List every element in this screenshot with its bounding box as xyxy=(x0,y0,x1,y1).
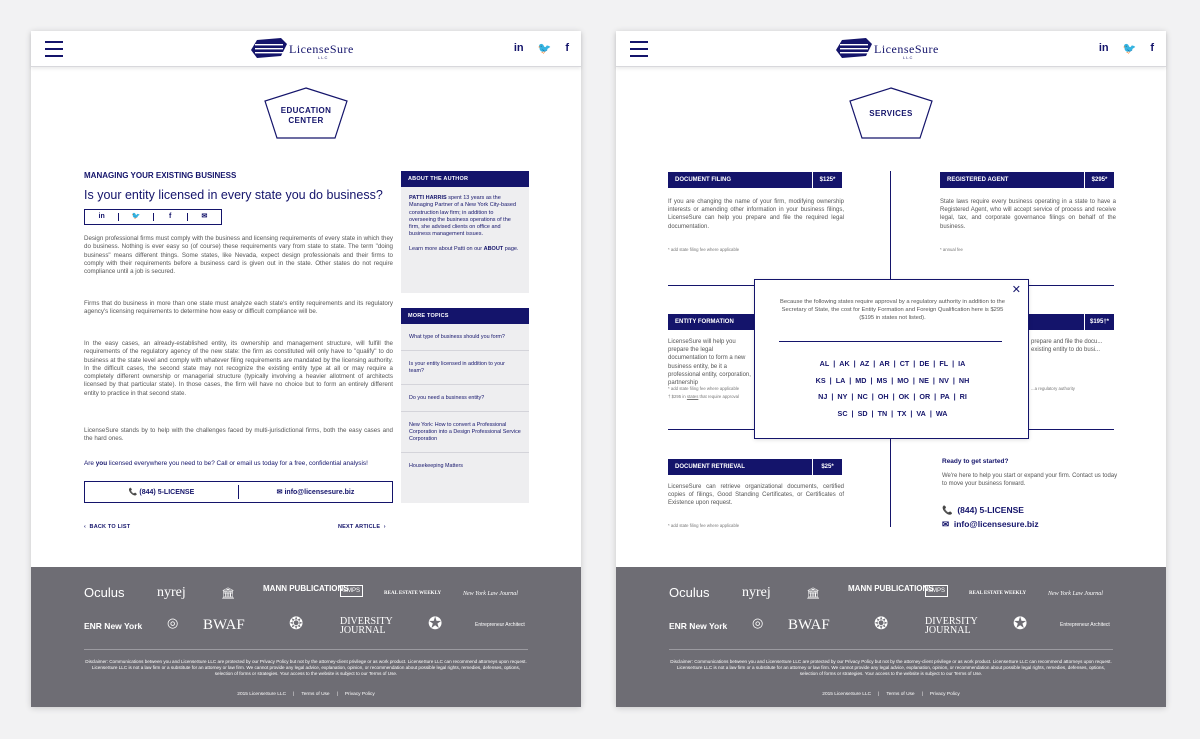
share-facebook-icon[interactable]: f xyxy=(154,213,188,221)
site-footer xyxy=(31,567,581,707)
state-code: AR xyxy=(879,359,890,368)
hamburger-menu-icon[interactable] xyxy=(630,41,648,57)
state-list xyxy=(755,356,1030,422)
logo-mark-icon xyxy=(251,38,287,58)
service-description: If you are changing the name of your firm, modifying ownership interests or amending other information in your business filings, LicenseSure can help you prepare and file the required legal documentation. xyxy=(668,199,844,230)
state-code: PA xyxy=(940,392,950,401)
author-more xyxy=(409,246,521,253)
state-separator: | xyxy=(932,392,939,401)
state-code: AK xyxy=(839,359,850,368)
footer-logo-mann: MANN PUBLICATIONS xyxy=(848,584,934,593)
chevron-left-icon: ‹ xyxy=(84,524,87,530)
footer-logo-lightbulb-icon: ◎ xyxy=(167,615,179,630)
service-note: * add state filing fee where applicable xyxy=(668,386,740,391)
next-label: NEXT ARTICLE xyxy=(338,524,381,530)
topic-link[interactable]: Housekeeping Matters xyxy=(409,463,463,469)
state-separator: | xyxy=(910,375,917,385)
twitter-icon[interactable]: 🐦 xyxy=(537,43,552,55)
get-started-heading: Ready to get started? xyxy=(942,458,1009,465)
state-code: OR xyxy=(919,392,931,401)
modal-divider xyxy=(779,341,1002,342)
state-separator: | xyxy=(908,408,915,418)
service-description: LicenseSure can retrieve organizational documents, certified copies of filings, Good Standing Certificates, or Certificates of Existence upon request. xyxy=(668,484,844,507)
facebook-icon[interactable]: f xyxy=(1150,42,1154,54)
social-links xyxy=(514,42,569,55)
state-code: NE xyxy=(918,375,929,385)
state-separator: | xyxy=(847,375,854,385)
logo-wordmark: LicenseSure xyxy=(874,42,939,56)
author-bio: spent 13 years as the Managing Partner of a New York City-based construction law firm; in addition to overseeing the business operations of the firm, she advised clients on office and business management issues. xyxy=(409,195,517,238)
state-code: RI xyxy=(959,392,967,401)
author-more-text: page. xyxy=(503,245,519,252)
footer-logo-emblem-icon: ✪ xyxy=(1013,614,1028,633)
service-price: $25* xyxy=(812,459,842,475)
modal-text: Because the following states require approval by a regulatory authority in addition to the Secretary of State, the cost for Entity Formation and Foreign Qualification here is $295 ($195 in states not listed). xyxy=(780,299,1005,321)
footer-logo-mann: MANN PUBLICATIONS xyxy=(263,584,349,593)
badge-line-1: EDUCATION xyxy=(280,106,332,115)
state-code: AL xyxy=(819,359,830,368)
document-filing-header xyxy=(668,172,842,188)
article-paragraph: LicenseSure stands by to help with the challenges faced by multi-jurisdictional firms, both the easy cases and the hard ones. xyxy=(84,427,393,443)
service-price: $295* xyxy=(1084,172,1114,188)
site-logo[interactable] xyxy=(251,38,363,62)
email-link[interactable] xyxy=(942,519,1039,530)
education-center-badge xyxy=(263,87,349,139)
about-page-link[interactable]: ABOUT xyxy=(483,245,504,252)
services-badge xyxy=(848,87,934,139)
phone-number: (844) 5-LICENSE xyxy=(139,489,195,496)
more-topics-panel xyxy=(401,308,529,503)
copyright: 2015 LicenseSure LLC xyxy=(822,692,872,697)
footer-nav: 2015 LicenseSure LLC | Terms of Use | Privacy Policy xyxy=(822,692,960,697)
privacy-link[interactable]: Privacy Policy xyxy=(344,692,375,697)
state-separator: | xyxy=(927,408,934,418)
email-icon: ✉ xyxy=(276,489,283,496)
state-separator: | xyxy=(868,375,875,385)
state-code: NJ xyxy=(818,392,828,401)
footer-logo-bwaf: BWAF xyxy=(788,617,830,633)
site-logo[interactable] xyxy=(836,38,948,62)
state-separator: | xyxy=(950,359,957,368)
site-header xyxy=(616,31,1166,67)
linkedin-icon[interactable]: in xyxy=(513,42,524,54)
state-separator: | xyxy=(889,375,896,385)
footer-logo-nylj: New York Law Journal xyxy=(1048,591,1103,597)
site-footer xyxy=(616,567,1166,707)
service-note: * add state filing fee where applicable xyxy=(668,523,740,528)
state-separator: | xyxy=(869,392,876,401)
phone-link[interactable] xyxy=(942,505,1024,516)
email-icon: ✉ xyxy=(942,519,950,529)
logo-mark-icon xyxy=(836,38,872,58)
document-retrieval-header xyxy=(668,459,842,475)
state-separator: | xyxy=(890,392,897,401)
footer-logo-nyrej: nyrej xyxy=(742,585,771,600)
footer-logo-smps: SMPS xyxy=(340,585,363,597)
state-code: TX xyxy=(897,408,907,418)
state-separator: | xyxy=(869,408,876,418)
article-category: MANAGING YOUR EXISTING BUSINESS xyxy=(84,171,237,180)
share-bar xyxy=(84,209,222,225)
state-code: IA xyxy=(958,359,966,368)
service-title: ENTITY FORMATION xyxy=(675,319,734,325)
footer-divider xyxy=(669,649,1113,650)
states-link[interactable]: states xyxy=(686,394,699,399)
state-separator: | xyxy=(911,392,918,401)
hamburger-menu-icon[interactable] xyxy=(45,41,63,57)
author-name: PATTI HARRIS xyxy=(409,195,447,201)
logo-llc: LLC xyxy=(318,55,329,60)
state-code: OH xyxy=(877,392,889,401)
footer-logo-bwaf: BWAF xyxy=(203,617,245,633)
state-row xyxy=(755,356,1030,373)
service-price: $125* xyxy=(812,172,842,188)
state-code: NV xyxy=(938,375,949,385)
service-note: ...a regulatory authority xyxy=(1031,386,1075,391)
state-code: LA xyxy=(835,375,846,385)
state-separator: | xyxy=(951,392,958,401)
footer-logo-nyrej: nyrej xyxy=(157,585,186,600)
state-code: FL xyxy=(939,359,949,368)
footer-logo-pillars-icon: 🏛 xyxy=(221,588,235,600)
article-paragraph: Firms that do business in more than one state must analyze each state's entity requirements and its regulatory agency's licensing requirements to determine how easy or difficult compliance will be. xyxy=(84,300,393,316)
state-code: NH xyxy=(958,375,970,385)
state-separator: | xyxy=(831,359,838,368)
social-links xyxy=(1099,42,1154,55)
phone-link[interactable] xyxy=(85,488,238,496)
topic-link[interactable]: Do you need a business entity? xyxy=(401,385,529,412)
email-address: info@licensesure.biz xyxy=(953,519,1039,529)
state-code: SD xyxy=(857,408,868,418)
site-header xyxy=(31,31,581,67)
state-separator: | xyxy=(911,359,918,368)
badge-label: SERVICES xyxy=(869,109,913,118)
note-text: † $295 in xyxy=(668,394,687,399)
footer-logo-enr: ENR New York xyxy=(669,621,728,631)
contact-box xyxy=(84,481,393,503)
state-code: DE xyxy=(919,359,930,368)
state-separator: | xyxy=(871,359,878,368)
cta-text: licensed everywhere you need to be? Call or email us today for a free, confidential analysis! xyxy=(107,460,368,467)
state-code: VA xyxy=(916,408,926,418)
more-topics-heading: MORE TOPICS xyxy=(401,308,529,324)
close-icon[interactable]: ✕ xyxy=(1011,284,1021,296)
states-modal xyxy=(754,279,1029,439)
service-note: * annual fee xyxy=(940,247,963,252)
share-email-icon[interactable]: ✉ xyxy=(201,213,208,220)
badge-line-2: CENTER xyxy=(288,116,324,125)
footer-logo-emblem-icon: ✪ xyxy=(428,614,443,633)
footer-logo-nylj: New York Law Journal xyxy=(463,591,518,597)
back-label: BACK TO LIST xyxy=(89,524,131,530)
copyright: 2015 LicenseSure LLC xyxy=(237,692,287,697)
state-code: AZ xyxy=(859,359,870,368)
state-row xyxy=(755,406,1030,423)
footer-logo-seal-icon: ❂ xyxy=(289,614,304,633)
chevron-right-icon: › xyxy=(383,524,386,530)
service-note xyxy=(668,394,739,399)
state-code: MD xyxy=(855,375,867,385)
state-separator: | xyxy=(889,408,896,418)
cta-text: Are xyxy=(84,460,96,467)
state-separator: | xyxy=(891,359,898,368)
state-code: CT xyxy=(899,359,910,368)
facebook-icon[interactable]: f xyxy=(565,42,569,54)
service-title: REGISTERED AGENT xyxy=(947,177,1009,183)
linkedin-icon[interactable]: in xyxy=(1098,42,1109,54)
cta-emphasis: you xyxy=(95,460,108,467)
state-separator: | xyxy=(849,392,856,401)
state-separator: | xyxy=(930,375,937,385)
get-started-text: We're here to help you start or expand your firm. Contact us today to move your business forward. xyxy=(942,473,1118,488)
footer-logo-seal-icon: ❂ xyxy=(874,614,889,633)
terms-link[interactable]: Terms of Use xyxy=(301,692,330,697)
state-code: MS xyxy=(876,375,888,385)
privacy-link[interactable]: Privacy Policy xyxy=(929,692,960,697)
article-title: Is your entity licensed in every state you do business? xyxy=(84,188,383,202)
footer-logo-entrepreneur: Entrepreneur Architect xyxy=(475,622,525,628)
share-twitter-icon[interactable]: 🐦 xyxy=(119,213,153,221)
footer-logo-smps: SMPS xyxy=(925,585,948,597)
about-author-body xyxy=(401,187,529,261)
footer-logo-oculus: Oculus xyxy=(669,585,710,600)
footer-divider xyxy=(84,649,528,650)
phone-icon: 📞 xyxy=(128,489,138,496)
state-row xyxy=(755,389,1030,406)
state-code: KS xyxy=(815,375,826,385)
state-code: NY xyxy=(837,392,848,401)
footer-logo-entrepreneur: Entrepreneur Architect xyxy=(1060,622,1110,628)
twitter-icon[interactable]: 🐦 xyxy=(1122,43,1137,55)
author-more-text: Learn more about Patti on our xyxy=(409,245,484,252)
footer-logo-pillars-icon: 🏛 xyxy=(806,588,820,600)
state-code: TN xyxy=(877,408,888,418)
footer-logo-rew: REAL ESTATE WEEKLY xyxy=(384,591,442,596)
service-note: * add state filing fee where applicable xyxy=(668,247,740,252)
back-to-list-link[interactable] xyxy=(84,524,130,530)
phone-number: (844) 5-LICENSE xyxy=(957,505,1024,515)
about-author-heading: ABOUT THE AUTHOR xyxy=(401,171,529,187)
footer-logo-rew: REAL ESTATE WEEKLY xyxy=(969,591,1027,596)
logo-wordmark: LicenseSure xyxy=(289,42,354,56)
state-separator: | xyxy=(950,375,957,385)
state-separator: | xyxy=(829,392,836,401)
registered-agent-header xyxy=(940,172,1114,188)
email-address: info@licensesure.biz xyxy=(284,489,355,496)
footer-disclaimer: Disclaimer: Communications between you and LicenseSure LLC are protected by our Privacy Policy but not by the attorney-client privilege or as work product. LicenseSure LLC can recommend attorneys upon request. LicenseSure LLC is not a law firm or a substitute for an attorney or law firm. We cannot provide any legal advice, explanation, opinion, or recommendation about possible legal rights, remedies, defenses, options, selection of forms or strategies. Your access to the website is subject to our Terms of Use. xyxy=(85,659,527,676)
state-code: MO xyxy=(897,375,909,385)
service-title: DOCUMENT RETRIEVAL xyxy=(675,464,745,470)
footer-logo-diversity: DIVERSITY JOURNAL xyxy=(925,616,978,636)
footer-logo-diversity: DIVERSITY JOURNAL xyxy=(340,616,393,636)
service-description: State laws require every business operating in a state to have a Registered Agent, who will accept service of process and receive legal, tax, and corporate governance filings on behalf of the business. xyxy=(940,199,1116,230)
phone-icon: 📞 xyxy=(942,505,953,515)
topic-link[interactable]: New York: How to convert a Professional Corporation into a Design Professional Service Corporation xyxy=(401,412,529,453)
note-text: that require approval xyxy=(698,394,739,399)
topic-link[interactable]: What type of business should you form? xyxy=(401,324,529,351)
state-row xyxy=(755,373,1030,390)
email-link[interactable] xyxy=(239,488,392,496)
state-separator: | xyxy=(827,375,834,385)
next-article-link[interactable] xyxy=(338,524,386,530)
services-page xyxy=(616,31,1166,707)
state-code: WA xyxy=(935,408,948,418)
state-code: OK xyxy=(898,392,910,401)
article-paragraph: Design professional firms must comply with the business and licensing requirements of every state in which they do business. Nothing is ever easy so (of course) these requirements vary from state to state. The term "doing business" means different things. Some states, like Nevada, expect design professionals and their firms to comply with their requirements before a business card is given out in the state. Other states do not require compliance until a job is secured. xyxy=(84,235,393,276)
state-code: NC xyxy=(857,392,868,401)
education-center-page xyxy=(31,31,581,707)
service-description: prepare and file the docu... existing entity to do busi... xyxy=(1031,339,1103,354)
service-title: DOCUMENT FILING xyxy=(675,177,731,183)
footer-logo-lightbulb-icon: ◎ xyxy=(752,615,764,630)
footer-disclaimer: Disclaimer: Communications between you and LicenseSure LLC are protected by our Privacy Policy but not by the attorney-client privilege or as work product. LicenseSure LLC can recommend attorneys upon request. LicenseSure LLC is not a law firm or a substitute for an attorney or law firm. We cannot provide any legal advice, explanation, opinion, or recommendation about possible legal rights, remedies, defenses, options, selection of forms or strategies. Your access to the website is subject to our Terms of Use. xyxy=(670,659,1112,676)
topic-link[interactable]: Is your entity licensed in addition to your team? xyxy=(401,351,529,385)
footer-nav: 2015 LicenseSure LLC | Terms of Use | Privacy Policy xyxy=(237,692,375,697)
about-author-panel xyxy=(401,171,529,293)
footer-logo-oculus: Oculus xyxy=(84,585,125,600)
state-code: SC xyxy=(837,408,848,418)
share-linkedin-icon[interactable]: in xyxy=(85,213,119,221)
article-paragraph: In the easy cases, an already-established entity, its ownership and management structure, will fulfill the requirements of the regulatory agency of the new state: the firm as constituted will only have to "qualify" to do business at the state level and comply with whatever filing requirements are mandated by the licensing authority. In the difficult cases, the second state may not recognize the existing entity type at all or may require a completely different ownership or managerial structure (typically involving a heavier allotment of architects licensed by that particular state). In those cases, the firm will have no choice but to form an entirely different entity to practice in that second state. xyxy=(84,340,393,397)
service-description: LicenseSure will help you prepare the legal documentation to form a new business entity, be it a professional entity, corporation, partnership xyxy=(668,339,751,387)
footer-logo-enr: ENR New York xyxy=(84,621,143,631)
logo-llc: LLC xyxy=(903,55,914,60)
service-price: $195†* xyxy=(1084,314,1114,330)
qualification-header xyxy=(1028,314,1114,330)
state-separator: | xyxy=(851,359,858,368)
terms-link[interactable]: Terms of Use xyxy=(886,692,915,697)
state-separator: | xyxy=(931,359,938,368)
call-to-action xyxy=(84,460,394,467)
state-separator: | xyxy=(849,408,856,418)
